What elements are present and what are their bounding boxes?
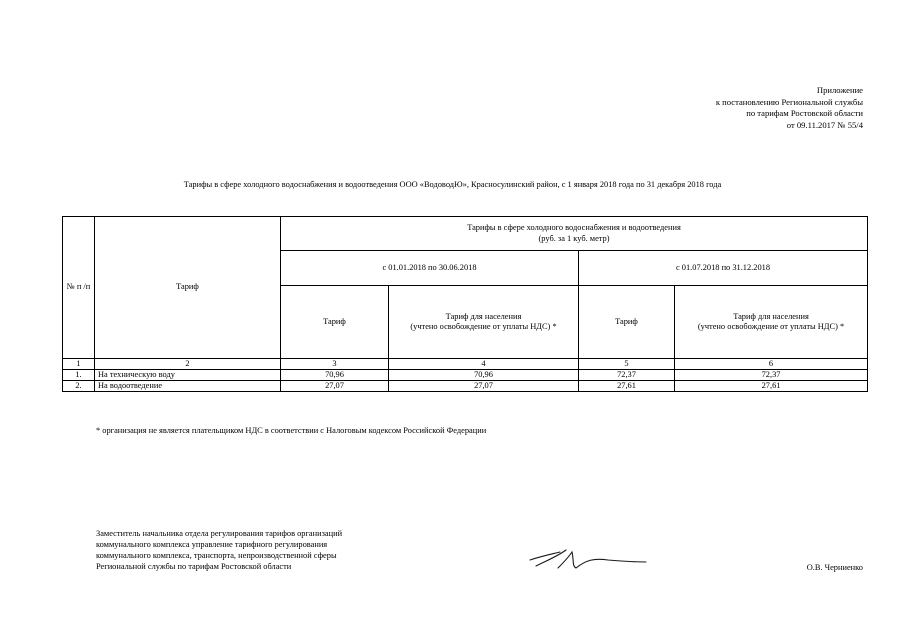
- signature-position-line: коммунального комплекса управление тарифного регулирования: [96, 540, 328, 549]
- appendix-line: от 09.11.2017 № 55/4: [786, 119, 863, 130]
- table-row: [63, 381, 868, 392]
- row-value: 27,07: [281, 381, 389, 392]
- column-number: 3: [281, 359, 389, 370]
- table-header-row: [63, 217, 868, 251]
- appendix-line: Приложение: [816, 85, 863, 95]
- header-group-unit: (руб. за 1 куб. метр): [538, 233, 610, 243]
- row-value: 70,96: [389, 370, 579, 381]
- header-col-population-line: (учтено освобождение от уплаты НДС) *: [697, 322, 845, 331]
- row-num: 2.: [63, 381, 95, 392]
- signature-position-line: Региональной службы по тарифам Ростовской области: [96, 562, 292, 571]
- header-period-1: с 01.01.2018 по 30.06.2018: [281, 251, 579, 286]
- column-number: 5: [579, 359, 675, 370]
- column-number: 1: [63, 359, 95, 370]
- header-col-population-line: Тариф для населения: [445, 311, 522, 321]
- column-number: 4: [389, 359, 579, 370]
- header-group: [281, 217, 868, 251]
- signer-name: О.В. Черниенко: [806, 563, 863, 572]
- header-col-population: [675, 286, 868, 359]
- column-number: 2: [95, 359, 281, 370]
- header-period-2: с 01.07.2018 по 31.12.2018: [579, 251, 868, 286]
- header-group-line: Тарифы в сфере холодного водоснабжения и водоотведения: [467, 223, 681, 232]
- column-number-row: [63, 359, 868, 370]
- handwritten-signature: [528, 546, 648, 576]
- appendix-block: [603, 85, 863, 131]
- header-col-tariff: Тариф: [281, 286, 389, 359]
- signature-position-line: Заместитель начальника отдела регулирования тарифов организаций: [96, 529, 343, 538]
- row-value: 72,37: [675, 370, 868, 381]
- row-value: 27,61: [579, 381, 675, 392]
- row-value: 27,61: [675, 381, 868, 392]
- row-value: 27,07: [389, 381, 579, 392]
- signature-position-line: коммунального комплекса, транспорта, непроизводственной сферы: [96, 551, 337, 560]
- row-value: 72,37: [579, 370, 675, 381]
- header-col-population-line: Тариф для населения: [733, 311, 809, 321]
- document-title: Тарифы в сфере холодного водоснабжения и водоотведения ООО «ВодоводЮ», Красносулинский район, с 1 января 2018 года по 31 декабря 2018 года: [183, 180, 722, 189]
- tariffs-table: [62, 216, 868, 392]
- row-name: На водоотведение: [95, 381, 281, 392]
- row-value: 70,96: [281, 370, 389, 381]
- header-tariff: Тариф: [95, 217, 281, 359]
- header-num: № п /п: [63, 217, 95, 359]
- appendix-line: к постановлению Региональной службы: [715, 96, 863, 107]
- header-col-population-line: (учтено освобождение от уплаты НДС) *: [410, 322, 557, 331]
- footnote: * организация не является плательщиком НДС в соответствии с Налоговым кодексом Российской Федерации: [96, 426, 487, 435]
- header-col-tariff: Тариф: [579, 286, 675, 359]
- header-col-population: [389, 286, 579, 359]
- column-number: 6: [675, 359, 868, 370]
- row-num: 1.: [63, 370, 95, 381]
- row-name: На техническую воду: [95, 370, 281, 381]
- table-row: [63, 370, 868, 381]
- appendix-line: по тарифам Ростовской области: [746, 108, 863, 119]
- signature-position: [96, 528, 416, 572]
